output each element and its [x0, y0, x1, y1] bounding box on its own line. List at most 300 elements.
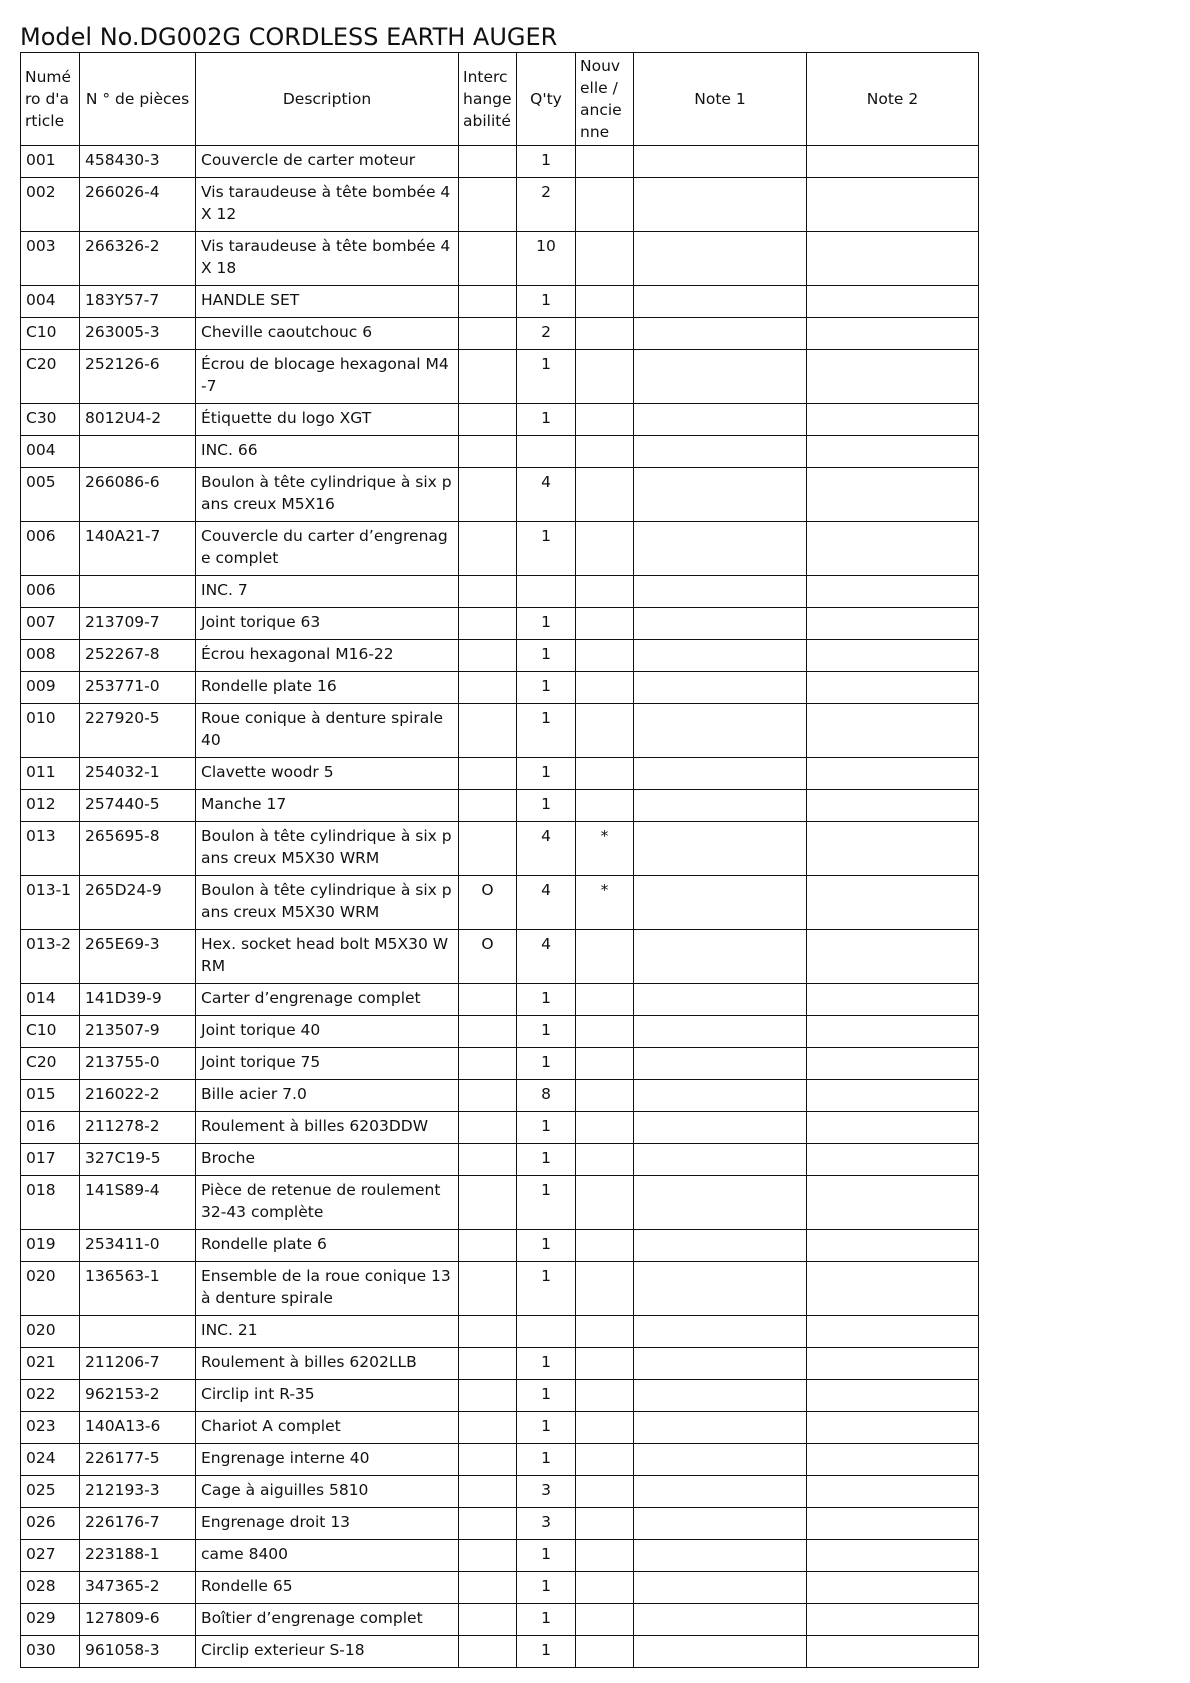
- cell-description: Bille acier 7.0: [196, 1080, 459, 1112]
- table-row: [21, 1262, 979, 1316]
- cell-note-1: [634, 1080, 807, 1112]
- cell-note-2: [807, 1316, 979, 1348]
- cell-description: Engrenage droit 13: [196, 1508, 459, 1540]
- table-row: [21, 1112, 979, 1144]
- cell-new-old: [576, 790, 634, 822]
- cell-item-no: 006: [21, 522, 80, 576]
- cell-new-old: [576, 672, 634, 704]
- cell-note-2: [807, 232, 979, 286]
- cell-note-2: [807, 790, 979, 822]
- cell-note-1: [634, 1476, 807, 1508]
- cell-interchangeability: [459, 146, 517, 178]
- cell-note-2: [807, 1016, 979, 1048]
- cell-note-2: [807, 1412, 979, 1444]
- cell-note-1: [634, 404, 807, 436]
- cell-part-no: 327C19-5: [80, 1144, 196, 1176]
- cell-item-no: 020: [21, 1262, 80, 1316]
- cell-note-1: [634, 790, 807, 822]
- cell-part-no: 8012U4-2: [80, 404, 196, 436]
- cell-interchangeability: [459, 1380, 517, 1412]
- cell-qty: 10: [517, 232, 576, 286]
- cell-note-1: [634, 704, 807, 758]
- header-note-2: Note 2: [807, 53, 979, 146]
- cell-description: Broche: [196, 1144, 459, 1176]
- cell-item-no: 027: [21, 1540, 80, 1572]
- cell-description: Boulon à tête cylindrique à six pans creux M5X30 WRM: [196, 822, 459, 876]
- header-part-no: N ° de pièces: [80, 53, 196, 146]
- cell-note-2: [807, 876, 979, 930]
- cell-new-old: [576, 1412, 634, 1444]
- cell-item-no: 013-1: [21, 876, 80, 930]
- cell-new-old: [576, 286, 634, 318]
- cell-interchangeability: [459, 522, 517, 576]
- cell-item-no: 012: [21, 790, 80, 822]
- table-row: [21, 1540, 979, 1572]
- header-new-old: Nouvelle / ancienne: [576, 53, 634, 146]
- cell-new-old: [576, 178, 634, 232]
- cell-note-1: [634, 232, 807, 286]
- cell-part-no: 226177-5: [80, 1444, 196, 1476]
- cell-new-old: [576, 640, 634, 672]
- cell-interchangeability: [459, 1016, 517, 1048]
- cell-new-old: [576, 1476, 634, 1508]
- cell-note-1: [634, 1144, 807, 1176]
- cell-qty: 1: [517, 984, 576, 1016]
- cell-interchangeability: [459, 1080, 517, 1112]
- cell-item-no: 017: [21, 1144, 80, 1176]
- cell-item-no: 003: [21, 232, 80, 286]
- cell-note-1: [634, 1604, 807, 1636]
- cell-part-no: 183Y57-7: [80, 286, 196, 318]
- cell-new-old: [576, 404, 634, 436]
- cell-note-1: [634, 436, 807, 468]
- cell-description: Clavette woodr 5: [196, 758, 459, 790]
- cell-part-no: 263005-3: [80, 318, 196, 350]
- cell-interchangeability: [459, 822, 517, 876]
- cell-qty: 1: [517, 1636, 576, 1668]
- cell-interchangeability: [459, 1572, 517, 1604]
- cell-part-no: 254032-1: [80, 758, 196, 790]
- cell-item-no: 006: [21, 576, 80, 608]
- cell-part-no: 265D24-9: [80, 876, 196, 930]
- cell-part-no: 962153-2: [80, 1380, 196, 1412]
- header-row: [21, 53, 979, 146]
- cell-interchangeability: [459, 1262, 517, 1316]
- cell-new-old: [576, 522, 634, 576]
- cell-note-2: [807, 436, 979, 468]
- table-row: [21, 1230, 979, 1262]
- cell-new-old: [576, 468, 634, 522]
- cell-qty: 1: [517, 1348, 576, 1380]
- cell-interchangeability: [459, 286, 517, 318]
- header-note-1: Note 1: [634, 53, 807, 146]
- table-row: [21, 232, 979, 286]
- cell-description: Joint torique 40: [196, 1016, 459, 1048]
- cell-part-no: 216022-2: [80, 1080, 196, 1112]
- table-row: [21, 1508, 979, 1540]
- cell-note-2: [807, 146, 979, 178]
- cell-description: Ensemble de la roue conique 13 à denture spirale: [196, 1262, 459, 1316]
- cell-new-old: [576, 1262, 634, 1316]
- cell-interchangeability: [459, 1476, 517, 1508]
- cell-new-old: [576, 984, 634, 1016]
- table-row: [21, 1412, 979, 1444]
- cell-qty: 1: [517, 1380, 576, 1412]
- cell-note-2: [807, 522, 979, 576]
- cell-note-2: [807, 640, 979, 672]
- cell-note-1: [634, 468, 807, 522]
- cell-item-no: 020: [21, 1316, 80, 1348]
- table-row: [21, 1444, 979, 1476]
- table-row: [21, 876, 979, 930]
- cell-note-1: [634, 1348, 807, 1380]
- cell-new-old: *: [576, 876, 634, 930]
- cell-description: Écrou hexagonal M16-22: [196, 640, 459, 672]
- cell-description: Roulement à billes 6202LLB: [196, 1348, 459, 1380]
- cell-part-no: 266326-2: [80, 232, 196, 286]
- cell-qty: 1: [517, 522, 576, 576]
- cell-note-2: [807, 1176, 979, 1230]
- cell-description: Couvercle du carter d’engrenage complet: [196, 522, 459, 576]
- cell-item-no: 011: [21, 758, 80, 790]
- cell-qty: 3: [517, 1508, 576, 1540]
- header-description: Description: [196, 53, 459, 146]
- table-row: [21, 640, 979, 672]
- cell-description: Engrenage interne 40: [196, 1444, 459, 1476]
- table-row: [21, 1080, 979, 1112]
- cell-part-no: 140A21-7: [80, 522, 196, 576]
- cell-part-no: 212193-3: [80, 1476, 196, 1508]
- cell-description: Roue conique à denture spirale 40: [196, 704, 459, 758]
- header-interchangeability: Interchangeabilité: [459, 53, 517, 146]
- cell-note-2: [807, 984, 979, 1016]
- cell-qty: 1: [517, 640, 576, 672]
- cell-part-no: 223188-1: [80, 1540, 196, 1572]
- cell-interchangeability: [459, 1444, 517, 1476]
- cell-interchangeability: [459, 232, 517, 286]
- cell-description: INC. 21: [196, 1316, 459, 1348]
- table-row: [21, 1048, 979, 1080]
- cell-note-1: [634, 1572, 807, 1604]
- cell-note-1: [634, 576, 807, 608]
- parts-table-body: [21, 146, 979, 1668]
- cell-qty: 1: [517, 1112, 576, 1144]
- cell-note-2: [807, 350, 979, 404]
- cell-description: Hex. socket head bolt M5X30 WRM: [196, 930, 459, 984]
- cell-note-1: [634, 1508, 807, 1540]
- cell-note-1: [634, 1176, 807, 1230]
- cell-new-old: [576, 1508, 634, 1540]
- cell-note-1: [634, 522, 807, 576]
- cell-note-1: [634, 350, 807, 404]
- cell-new-old: [576, 1444, 634, 1476]
- cell-part-no: 252267-8: [80, 640, 196, 672]
- cell-new-old: [576, 608, 634, 640]
- cell-item-no: 016: [21, 1112, 80, 1144]
- cell-note-1: [634, 930, 807, 984]
- cell-note-2: [807, 404, 979, 436]
- cell-new-old: [576, 1048, 634, 1080]
- cell-note-1: [634, 984, 807, 1016]
- cell-description: INC. 7: [196, 576, 459, 608]
- cell-item-no: 002: [21, 178, 80, 232]
- cell-note-2: [807, 1540, 979, 1572]
- cell-note-2: [807, 1348, 979, 1380]
- cell-note-2: [807, 1048, 979, 1080]
- cell-description: Roulement à billes 6203DDW: [196, 1112, 459, 1144]
- cell-description: Circlip int R-35: [196, 1380, 459, 1412]
- table-row: [21, 350, 979, 404]
- cell-part-no: 213709-7: [80, 608, 196, 640]
- cell-description: Joint torique 63: [196, 608, 459, 640]
- table-row: [21, 1476, 979, 1508]
- cell-note-2: [807, 1230, 979, 1262]
- table-row: [21, 1316, 979, 1348]
- table-row: [21, 758, 979, 790]
- cell-item-no: C10: [21, 1016, 80, 1048]
- table-row: [21, 790, 979, 822]
- table-row: [21, 1604, 979, 1636]
- table-row: [21, 1572, 979, 1604]
- cell-note-1: [634, 640, 807, 672]
- cell-note-2: [807, 468, 979, 522]
- cell-note-2: [807, 1444, 979, 1476]
- page-title: Model No.DG002G CORDLESS EARTH AUGER: [20, 23, 558, 51]
- cell-note-2: [807, 822, 979, 876]
- cell-qty: 1: [517, 704, 576, 758]
- table-row: [21, 576, 979, 608]
- cell-note-1: [634, 146, 807, 178]
- cell-description: Boulon à tête cylindrique à six pans creux M5X30 WRM: [196, 876, 459, 930]
- cell-note-1: [634, 1262, 807, 1316]
- cell-description: Joint torique 75: [196, 1048, 459, 1080]
- cell-note-1: [634, 1636, 807, 1668]
- cell-note-1: [634, 1016, 807, 1048]
- parts-table: [20, 52, 979, 1668]
- cell-qty: 8: [517, 1080, 576, 1112]
- table-row: [21, 984, 979, 1016]
- table-row: [21, 318, 979, 350]
- cell-item-no: 015: [21, 1080, 80, 1112]
- cell-interchangeability: [459, 758, 517, 790]
- cell-description: Carter d’engrenage complet: [196, 984, 459, 1016]
- cell-description: INC. 66: [196, 436, 459, 468]
- cell-description: Couvercle de carter moteur: [196, 146, 459, 178]
- cell-item-no: 028: [21, 1572, 80, 1604]
- cell-new-old: [576, 758, 634, 790]
- cell-qty: 1: [517, 1444, 576, 1476]
- cell-part-no: 213755-0: [80, 1048, 196, 1080]
- cell-qty: 1: [517, 672, 576, 704]
- cell-qty: 4: [517, 876, 576, 930]
- cell-description: Cheville caoutchouc 6: [196, 318, 459, 350]
- cell-new-old: [576, 1636, 634, 1668]
- cell-item-no: 021: [21, 1348, 80, 1380]
- cell-part-no: 211206-7: [80, 1348, 196, 1380]
- cell-new-old: [576, 1144, 634, 1176]
- cell-item-no: 013: [21, 822, 80, 876]
- cell-note-2: [807, 672, 979, 704]
- cell-item-no: C30: [21, 404, 80, 436]
- cell-part-no: [80, 436, 196, 468]
- cell-note-2: [807, 1112, 979, 1144]
- cell-qty: [517, 436, 576, 468]
- cell-note-2: [807, 1508, 979, 1540]
- cell-interchangeability: [459, 318, 517, 350]
- cell-interchangeability: [459, 1316, 517, 1348]
- cell-description: Rondelle plate 6: [196, 1230, 459, 1262]
- cell-item-no: 030: [21, 1636, 80, 1668]
- cell-note-1: [634, 1540, 807, 1572]
- cell-qty: 1: [517, 146, 576, 178]
- cell-note-2: [807, 318, 979, 350]
- cell-part-no: 961058-3: [80, 1636, 196, 1668]
- cell-interchangeability: [459, 790, 517, 822]
- cell-part-no: 226176-7: [80, 1508, 196, 1540]
- header-item-no: Numéro d'article: [21, 53, 80, 146]
- cell-item-no: C20: [21, 1048, 80, 1080]
- cell-interchangeability: [459, 1604, 517, 1636]
- cell-part-no: 253771-0: [80, 672, 196, 704]
- cell-interchangeability: [459, 404, 517, 436]
- cell-item-no: 009: [21, 672, 80, 704]
- cell-note-1: [634, 1444, 807, 1476]
- cell-description: Circlip exterieur S-18: [196, 1636, 459, 1668]
- cell-new-old: [576, 1080, 634, 1112]
- cell-qty: 1: [517, 758, 576, 790]
- cell-interchangeability: [459, 1176, 517, 1230]
- cell-interchangeability: [459, 1412, 517, 1444]
- table-row: [21, 178, 979, 232]
- table-row: [21, 822, 979, 876]
- table-row: [21, 436, 979, 468]
- table-row: [21, 1016, 979, 1048]
- cell-item-no: 010: [21, 704, 80, 758]
- cell-new-old: [576, 1604, 634, 1636]
- cell-item-no: 022: [21, 1380, 80, 1412]
- cell-part-no: 266086-6: [80, 468, 196, 522]
- cell-note-2: [807, 1604, 979, 1636]
- cell-item-no: 029: [21, 1604, 80, 1636]
- cell-interchangeability: [459, 608, 517, 640]
- cell-note-1: [634, 672, 807, 704]
- table-row: [21, 1348, 979, 1380]
- cell-qty: 4: [517, 930, 576, 984]
- cell-note-1: [634, 876, 807, 930]
- cell-new-old: [576, 1316, 634, 1348]
- cell-part-no: 136563-1: [80, 1262, 196, 1316]
- cell-new-old: [576, 1016, 634, 1048]
- cell-note-2: [807, 576, 979, 608]
- cell-description: Rondelle 65: [196, 1572, 459, 1604]
- cell-new-old: [576, 576, 634, 608]
- cell-new-old: [576, 1348, 634, 1380]
- cell-item-no: 019: [21, 1230, 80, 1262]
- cell-note-2: [807, 608, 979, 640]
- cell-interchangeability: [459, 468, 517, 522]
- cell-note-2: [807, 1636, 979, 1668]
- cell-item-no: 007: [21, 608, 80, 640]
- cell-note-2: [807, 178, 979, 232]
- cell-interchangeability: [459, 576, 517, 608]
- cell-part-no: 266026-4: [80, 178, 196, 232]
- cell-qty: 1: [517, 1048, 576, 1080]
- cell-note-2: [807, 1380, 979, 1412]
- cell-part-no: [80, 576, 196, 608]
- cell-item-no: 024: [21, 1444, 80, 1476]
- cell-item-no: C20: [21, 350, 80, 404]
- cell-item-no: 013-2: [21, 930, 80, 984]
- cell-part-no: 265E69-3: [80, 930, 196, 984]
- cell-note-1: [634, 822, 807, 876]
- cell-qty: 4: [517, 822, 576, 876]
- cell-part-no: 141S89-4: [80, 1176, 196, 1230]
- cell-qty: 1: [517, 404, 576, 436]
- cell-part-no: 257440-5: [80, 790, 196, 822]
- table-row: [21, 1176, 979, 1230]
- cell-new-old: [576, 930, 634, 984]
- cell-new-old: [576, 704, 634, 758]
- cell-description: Manche 17: [196, 790, 459, 822]
- cell-note-2: [807, 1476, 979, 1508]
- cell-item-no: 014: [21, 984, 80, 1016]
- cell-description: came 8400: [196, 1540, 459, 1572]
- table-row: [21, 608, 979, 640]
- cell-part-no: 227920-5: [80, 704, 196, 758]
- cell-item-no: 001: [21, 146, 80, 178]
- cell-interchangeability: O: [459, 930, 517, 984]
- cell-part-no: 253411-0: [80, 1230, 196, 1262]
- cell-part-no: 458430-3: [80, 146, 196, 178]
- cell-part-no: 211278-2: [80, 1112, 196, 1144]
- cell-qty: 1: [517, 1604, 576, 1636]
- table-row: [21, 286, 979, 318]
- cell-qty: 1: [517, 1016, 576, 1048]
- cell-note-2: [807, 758, 979, 790]
- cell-description: Rondelle plate 16: [196, 672, 459, 704]
- cell-part-no: 347365-2: [80, 1572, 196, 1604]
- cell-new-old: [576, 436, 634, 468]
- cell-interchangeability: [459, 178, 517, 232]
- cell-qty: [517, 576, 576, 608]
- cell-qty: 3: [517, 1476, 576, 1508]
- cell-qty: 1: [517, 790, 576, 822]
- cell-qty: 1: [517, 1176, 576, 1230]
- cell-new-old: [576, 1572, 634, 1604]
- cell-new-old: [576, 1540, 634, 1572]
- cell-note-1: [634, 178, 807, 232]
- cell-new-old: [576, 1230, 634, 1262]
- cell-part-no: [80, 1316, 196, 1348]
- table-row: [21, 672, 979, 704]
- cell-part-no: 265695-8: [80, 822, 196, 876]
- cell-note-1: [634, 318, 807, 350]
- cell-note-1: [634, 608, 807, 640]
- cell-description: Étiquette du logo XGT: [196, 404, 459, 436]
- cell-interchangeability: [459, 1508, 517, 1540]
- cell-item-no: 025: [21, 1476, 80, 1508]
- cell-qty: 1: [517, 1412, 576, 1444]
- cell-description: HANDLE SET: [196, 286, 459, 318]
- cell-new-old: [576, 318, 634, 350]
- cell-interchangeability: [459, 640, 517, 672]
- cell-note-2: [807, 704, 979, 758]
- table-row: [21, 1144, 979, 1176]
- cell-item-no: 026: [21, 1508, 80, 1540]
- table-row: [21, 704, 979, 758]
- cell-new-old: *: [576, 822, 634, 876]
- cell-description: Cage à aiguilles 5810: [196, 1476, 459, 1508]
